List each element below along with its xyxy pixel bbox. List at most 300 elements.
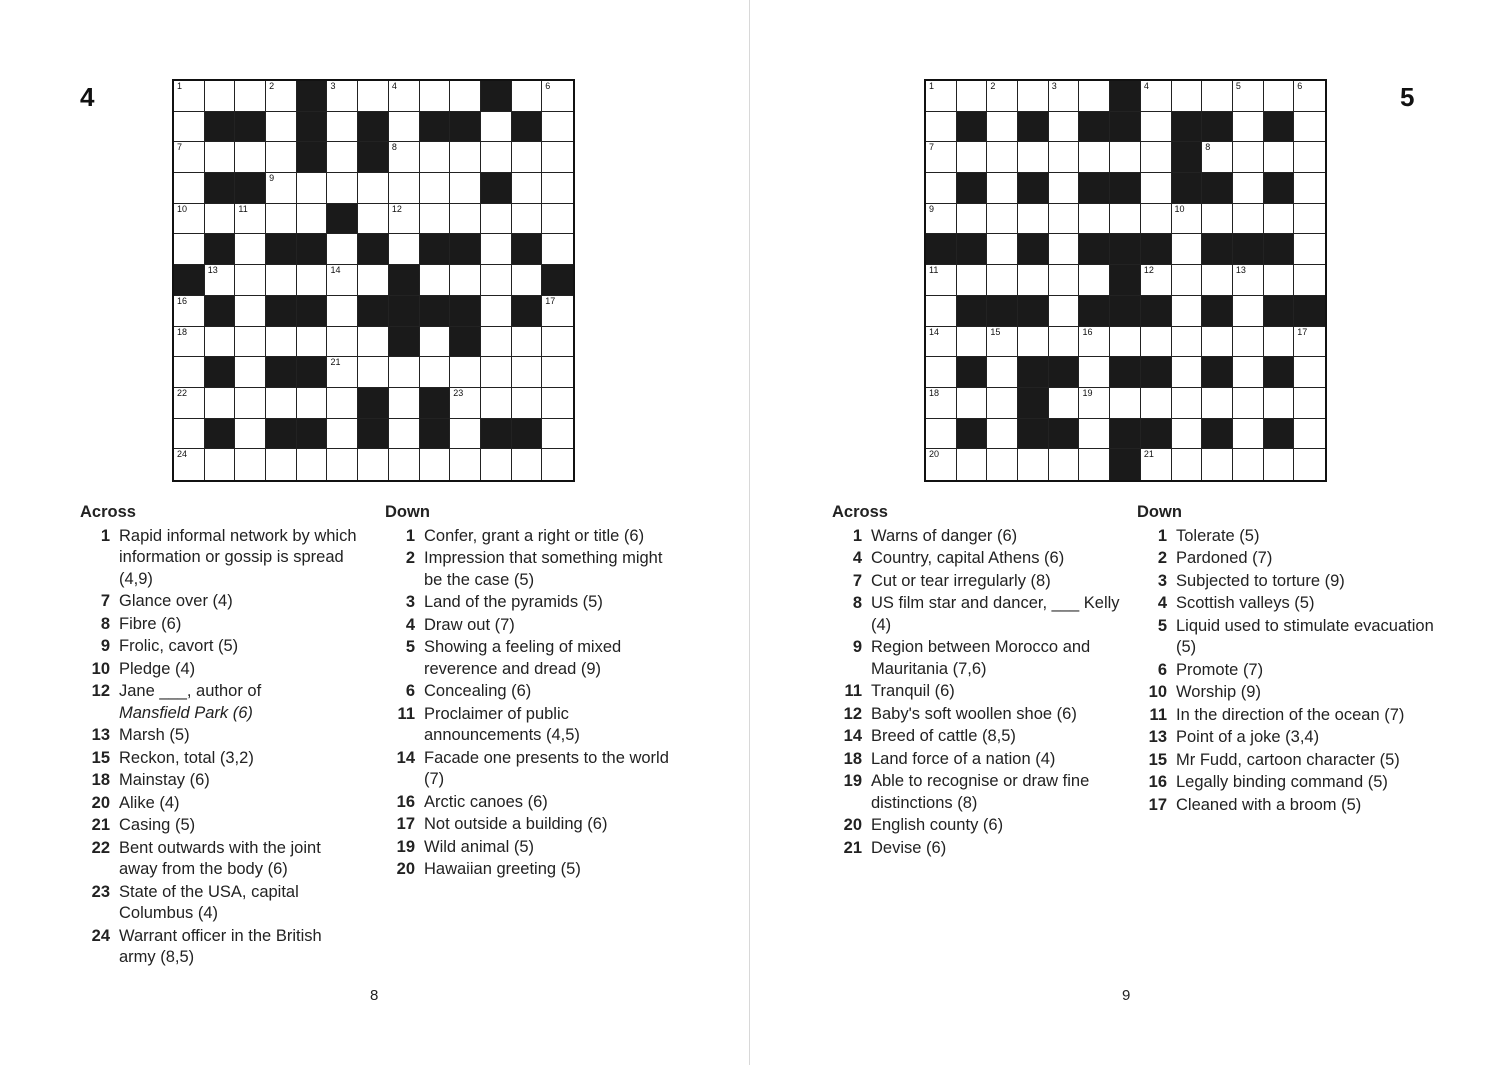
grid-cell[interactable]	[235, 419, 266, 450]
grid-cell[interactable]	[1233, 296, 1264, 327]
grid-cell[interactable]	[1172, 419, 1203, 450]
grid-cell[interactable]	[926, 357, 957, 388]
grid-cell[interactable]	[512, 265, 543, 296]
black-square	[1141, 296, 1172, 327]
grid-cell[interactable]	[481, 296, 512, 327]
grid-cell[interactable]	[420, 142, 451, 173]
clue-number: 2	[269, 81, 275, 91]
black-square	[205, 419, 236, 450]
grid-cell[interactable]	[1110, 142, 1141, 173]
grid-cell[interactable]	[926, 296, 957, 327]
grid-cell[interactable]	[957, 81, 988, 112]
grid-cell[interactable]	[1264, 327, 1295, 358]
grid-cell[interactable]	[205, 142, 236, 173]
grid-cell[interactable]	[1018, 81, 1049, 112]
grid-cell[interactable]	[542, 173, 573, 204]
grid-cell[interactable]	[987, 388, 1018, 419]
grid-cell[interactable]	[205, 388, 236, 419]
grid-cell[interactable]	[174, 173, 205, 204]
clue-text: Able to recognise or draw fine distinctions (8)	[871, 772, 1090, 812]
grid-cell[interactable]	[1294, 81, 1325, 112]
grid-cell[interactable]	[235, 327, 266, 358]
grid-cell[interactable]	[235, 388, 266, 419]
grid-cell[interactable]	[1233, 265, 1264, 296]
grid-cell[interactable]	[1233, 419, 1264, 450]
grid-cell[interactable]	[542, 327, 573, 358]
grid-cell[interactable]	[389, 204, 420, 235]
black-square	[1110, 265, 1141, 296]
grid-cell[interactable]	[1202, 327, 1233, 358]
grid-cell[interactable]	[1294, 357, 1325, 388]
grid-cell[interactable]	[1049, 388, 1080, 419]
grid-cell[interactable]	[481, 265, 512, 296]
grid-cell[interactable]	[327, 81, 358, 112]
grid-cell[interactable]	[327, 327, 358, 358]
grid-cell[interactable]	[1172, 327, 1203, 358]
across-clue	[832, 815, 1122, 837]
black-square	[389, 265, 420, 296]
grid-cell[interactable]	[1079, 388, 1110, 419]
grid-cell[interactable]	[1294, 142, 1325, 173]
grid-cell[interactable]	[512, 173, 543, 204]
grid-cell[interactable]	[512, 388, 543, 419]
grid-cell[interactable]	[542, 357, 573, 388]
grid-cell[interactable]	[235, 449, 266, 480]
grid-cell[interactable]	[1049, 327, 1080, 358]
grid-cell[interactable]	[1049, 265, 1080, 296]
grid-cell[interactable]	[1079, 142, 1110, 173]
grid-cell[interactable]	[1294, 173, 1325, 204]
grid-cell[interactable]	[174, 296, 205, 327]
across-clues	[80, 502, 360, 970]
grid-cell[interactable]	[420, 327, 451, 358]
grid-cell[interactable]	[987, 234, 1018, 265]
grid-cell[interactable]	[542, 449, 573, 480]
black-square	[957, 112, 988, 143]
black-square	[1233, 234, 1264, 265]
grid-cell[interactable]	[327, 449, 358, 480]
grid-cell[interactable]	[235, 296, 266, 327]
across-clue	[80, 659, 360, 681]
grid-cell[interactable]	[420, 265, 451, 296]
black-square	[1141, 234, 1172, 265]
grid-cell[interactable]	[389, 142, 420, 173]
grid-cell[interactable]	[450, 388, 481, 419]
grid-cell[interactable]	[1141, 204, 1172, 235]
grid-cell[interactable]	[266, 327, 297, 358]
grid-cell[interactable]	[1049, 296, 1080, 327]
grid-cell[interactable]	[205, 81, 236, 112]
grid-cell[interactable]	[297, 449, 328, 480]
grid-cell[interactable]	[327, 142, 358, 173]
grid-cell[interactable]	[389, 112, 420, 143]
clue-number: 4	[391, 81, 397, 91]
grid-cell[interactable]	[389, 81, 420, 112]
grid-cell[interactable]	[512, 204, 543, 235]
grid-cell[interactable]	[1049, 204, 1080, 235]
grid-cell[interactable]	[1233, 81, 1264, 112]
grid-cell[interactable]	[389, 449, 420, 480]
grid-cell[interactable]	[450, 142, 481, 173]
grid-cell[interactable]	[174, 357, 205, 388]
grid-cell[interactable]	[358, 449, 389, 480]
grid-cell[interactable]	[327, 419, 358, 450]
grid-cell[interactable]	[542, 142, 573, 173]
grid-cell[interactable]	[450, 449, 481, 480]
grid-cell[interactable]	[1141, 81, 1172, 112]
grid-cell[interactable]	[542, 296, 573, 327]
grid-cell[interactable]	[420, 449, 451, 480]
grid-cell[interactable]	[1264, 204, 1295, 235]
grid-cell[interactable]	[174, 234, 205, 265]
grid-cell[interactable]	[1202, 388, 1233, 419]
grid-cell[interactable]	[266, 449, 297, 480]
grid-cell[interactable]	[926, 81, 957, 112]
black-square	[420, 388, 451, 419]
clue-number: 9	[929, 203, 935, 214]
grid-cell[interactable]	[450, 419, 481, 450]
grid-cell[interactable]	[266, 204, 297, 235]
across-clue	[80, 636, 360, 658]
clue-text: Warrant officer in the British army (8,5)	[119, 926, 322, 966]
black-square	[1018, 419, 1049, 450]
grid-cell[interactable]	[174, 419, 205, 450]
grid-cell[interactable]	[1079, 204, 1110, 235]
grid-cell[interactable]	[205, 265, 236, 296]
grid-cell[interactable]	[358, 173, 389, 204]
grid-cell[interactable]	[987, 449, 1018, 480]
grid-cell[interactable]	[987, 327, 1018, 358]
clue-text: Cut or tear irregularly (8)	[871, 571, 1051, 590]
grid-cell[interactable]	[1110, 327, 1141, 358]
grid-cell[interactable]	[266, 388, 297, 419]
grid-cell[interactable]	[205, 204, 236, 235]
grid-cell[interactable]	[1264, 449, 1295, 480]
grid-cell[interactable]	[1049, 173, 1080, 204]
grid-cell[interactable]	[542, 419, 573, 450]
grid-cell[interactable]	[205, 449, 236, 480]
grid-cell[interactable]	[1233, 173, 1264, 204]
grid-cell[interactable]	[1202, 204, 1233, 235]
grid-cell[interactable]	[542, 81, 573, 112]
grid-cell[interactable]	[542, 112, 573, 143]
grid-cell[interactable]	[926, 265, 957, 296]
down-clue	[1137, 616, 1437, 659]
grid-cell[interactable]	[1018, 449, 1049, 480]
grid-cell[interactable]	[1294, 388, 1325, 419]
grid-cell[interactable]	[1264, 81, 1295, 112]
grid-cell[interactable]	[389, 357, 420, 388]
grid-cell[interactable]	[174, 449, 205, 480]
grid-cell[interactable]	[1233, 204, 1264, 235]
grid-cell[interactable]	[1172, 234, 1203, 265]
grid-cell[interactable]	[926, 327, 957, 358]
grid-cell[interactable]	[266, 265, 297, 296]
clue-number: 24	[177, 449, 188, 460]
grid-cell[interactable]	[1264, 388, 1295, 419]
grid-cell[interactable]	[174, 142, 205, 173]
grid-cell[interactable]	[1233, 357, 1264, 388]
grid-cell[interactable]	[926, 112, 957, 143]
grid-cell[interactable]	[235, 204, 266, 235]
down-clues	[1137, 502, 1437, 817]
grid-cell[interactable]	[1079, 449, 1110, 480]
grid-cell[interactable]	[1079, 327, 1110, 358]
grid-cell[interactable]	[450, 204, 481, 235]
grid-cell[interactable]	[174, 204, 205, 235]
grid-cell[interactable]	[1018, 204, 1049, 235]
grid-cell[interactable]	[297, 388, 328, 419]
clue-num: 21	[91, 816, 110, 834]
grid-cell[interactable]	[235, 357, 266, 388]
grid-cell[interactable]	[1079, 419, 1110, 450]
grid-cell[interactable]	[926, 388, 957, 419]
grid-cell[interactable]	[481, 142, 512, 173]
grid-cell[interactable]	[481, 234, 512, 265]
black-square	[1110, 419, 1141, 450]
grid-cell[interactable]	[926, 449, 957, 480]
grid-cell[interactable]	[174, 388, 205, 419]
clue-num: 3	[405, 593, 415, 611]
clue-number: 10	[177, 203, 188, 214]
grid-cell[interactable]	[481, 327, 512, 358]
across-clue	[832, 771, 1122, 814]
grid-cell[interactable]	[235, 142, 266, 173]
grid-cell[interactable]	[1172, 265, 1203, 296]
grid-cell[interactable]	[1233, 449, 1264, 480]
grid-cell[interactable]	[957, 449, 988, 480]
clue-number: 3	[1051, 81, 1057, 91]
grid-cell[interactable]	[235, 265, 266, 296]
grid-cell[interactable]	[926, 173, 957, 204]
grid-cell[interactable]	[1141, 112, 1172, 143]
grid-cell[interactable]	[987, 81, 1018, 112]
grid-cell[interactable]	[1141, 327, 1172, 358]
clue-num: 18	[91, 771, 110, 789]
black-square	[1264, 357, 1295, 388]
grid-cell[interactable]	[957, 327, 988, 358]
grid-cell[interactable]	[1049, 142, 1080, 173]
grid-cell[interactable]	[481, 449, 512, 480]
grid-cell[interactable]	[389, 234, 420, 265]
grid-cell[interactable]	[1079, 357, 1110, 388]
black-square	[235, 112, 266, 143]
grid-cell[interactable]	[987, 142, 1018, 173]
grid-cell[interactable]	[327, 296, 358, 327]
grid-cell[interactable]	[1294, 112, 1325, 143]
grid-cell[interactable]	[512, 357, 543, 388]
down-clue	[1137, 795, 1437, 817]
down-clue	[385, 748, 685, 791]
grid-cell[interactable]	[358, 81, 389, 112]
grid-cell[interactable]	[1233, 388, 1264, 419]
grid-cell[interactable]	[1049, 81, 1080, 112]
black-square	[358, 419, 389, 450]
black-square	[957, 296, 988, 327]
grid-cell[interactable]	[297, 173, 328, 204]
grid-cell[interactable]	[1141, 265, 1172, 296]
black-square	[358, 388, 389, 419]
clue-number: 19	[1082, 387, 1093, 398]
grid-cell[interactable]	[1141, 449, 1172, 480]
black-square	[1018, 296, 1049, 327]
grid-cell[interactable]	[1202, 265, 1233, 296]
grid-cell[interactable]	[957, 265, 988, 296]
grid-cell[interactable]	[1172, 204, 1203, 235]
grid-cell[interactable]	[1049, 234, 1080, 265]
grid-cell[interactable]	[1018, 327, 1049, 358]
grid-cell[interactable]	[1294, 327, 1325, 358]
grid-cell[interactable]	[542, 234, 573, 265]
grid-cell[interactable]	[512, 327, 543, 358]
grid-cell[interactable]	[327, 173, 358, 204]
grid-cell[interactable]	[358, 265, 389, 296]
grid-cell[interactable]	[481, 112, 512, 143]
grid-cell[interactable]	[450, 265, 481, 296]
grid-cell[interactable]	[327, 112, 358, 143]
grid-cell[interactable]	[957, 142, 988, 173]
grid-cell[interactable]	[297, 204, 328, 235]
grid-cell[interactable]	[327, 265, 358, 296]
grid-cell[interactable]	[1141, 388, 1172, 419]
grid-cell[interactable]	[327, 388, 358, 419]
down-clue	[1137, 727, 1437, 749]
black-square	[1264, 234, 1295, 265]
grid-cell[interactable]	[1264, 265, 1295, 296]
grid-cell[interactable]	[389, 388, 420, 419]
grid-cell[interactable]	[174, 112, 205, 143]
grid-cell[interactable]	[450, 81, 481, 112]
grid-cell[interactable]	[420, 173, 451, 204]
grid-cell[interactable]	[1110, 388, 1141, 419]
grid-cell[interactable]	[1049, 449, 1080, 480]
down-clue	[1137, 571, 1437, 593]
grid-cell[interactable]	[327, 234, 358, 265]
grid-cell[interactable]	[389, 419, 420, 450]
grid-cell[interactable]	[1172, 449, 1203, 480]
grid-cell[interactable]	[1294, 449, 1325, 480]
grid-cell[interactable]	[1141, 142, 1172, 173]
black-square	[235, 173, 266, 204]
clue-number: 17	[1297, 326, 1308, 337]
grid-cell[interactable]	[1172, 357, 1203, 388]
across-clue	[80, 793, 360, 815]
grid-cell[interactable]	[1294, 419, 1325, 450]
grid-cell[interactable]	[926, 142, 957, 173]
grid-cell[interactable]	[512, 142, 543, 173]
grid-cell[interactable]	[358, 357, 389, 388]
grid-cell[interactable]	[957, 388, 988, 419]
grid-cell[interactable]	[174, 81, 205, 112]
grid-cell[interactable]	[1294, 204, 1325, 235]
across-clue	[832, 704, 1122, 726]
grid-cell[interactable]	[297, 327, 328, 358]
black-square	[1294, 296, 1325, 327]
grid-cell[interactable]	[1202, 449, 1233, 480]
grid-cell[interactable]	[926, 419, 957, 450]
grid-cell[interactable]	[1294, 234, 1325, 265]
grid-cell[interactable]	[542, 388, 573, 419]
grid-cell[interactable]	[987, 357, 1018, 388]
grid-cell[interactable]	[1018, 265, 1049, 296]
black-square	[481, 173, 512, 204]
black-square	[1172, 142, 1203, 173]
down-clue	[385, 859, 685, 881]
grid-cell[interactable]	[1049, 112, 1080, 143]
clue-number: 8	[391, 142, 397, 153]
grid-cell[interactable]	[450, 173, 481, 204]
grid-cell[interactable]	[1233, 142, 1264, 173]
grid-cell[interactable]	[987, 265, 1018, 296]
grid-cell[interactable]	[266, 81, 297, 112]
grid-cell[interactable]	[512, 449, 543, 480]
grid-cell[interactable]	[987, 112, 1018, 143]
grid-cell[interactable]	[358, 204, 389, 235]
grid-cell[interactable]	[235, 234, 266, 265]
grid-cell[interactable]	[420, 81, 451, 112]
grid-cell[interactable]	[1172, 81, 1203, 112]
grid-cell[interactable]	[235, 81, 266, 112]
black-square	[205, 112, 236, 143]
grid-cell[interactable]	[389, 173, 420, 204]
clue-num: 12	[843, 704, 862, 723]
grid-cell[interactable]	[481, 388, 512, 419]
grid-cell[interactable]	[481, 204, 512, 235]
grid-cell[interactable]	[987, 204, 1018, 235]
black-square	[987, 296, 1018, 327]
clue-text: Alike (4)	[119, 793, 180, 812]
grid-cell[interactable]	[957, 204, 988, 235]
grid-cell[interactable]	[1264, 142, 1295, 173]
grid-cell[interactable]	[266, 112, 297, 143]
grid-cell[interactable]	[481, 357, 512, 388]
grid-cell[interactable]	[266, 173, 297, 204]
grid-cell[interactable]	[542, 204, 573, 235]
grid-cell[interactable]	[1018, 142, 1049, 173]
grid-cell[interactable]	[450, 357, 481, 388]
grid-cell[interactable]	[1172, 388, 1203, 419]
clue-text: Jane ___, author of Mansfield Park (6)	[119, 682, 262, 722]
grid-cell[interactable]	[174, 327, 205, 358]
grid-cell[interactable]	[1233, 112, 1264, 143]
grid-cell[interactable]	[1202, 81, 1233, 112]
grid-cell[interactable]	[987, 419, 1018, 450]
grid-cell[interactable]	[420, 204, 451, 235]
grid-cell[interactable]	[420, 357, 451, 388]
clue-text: Not outside a building (6)	[424, 815, 608, 833]
grid-cell[interactable]	[1079, 265, 1110, 296]
across-clue	[832, 681, 1122, 703]
grid-cell[interactable]	[205, 327, 236, 358]
black-square	[1110, 357, 1141, 388]
grid-cell[interactable]	[1202, 142, 1233, 173]
clue-text: Proclaimer of public announcements (4,5)	[424, 704, 580, 744]
grid-cell[interactable]	[1079, 81, 1110, 112]
grid-cell[interactable]	[1172, 296, 1203, 327]
grid-cell[interactable]	[512, 81, 543, 112]
grid-cell[interactable]	[327, 357, 358, 388]
grid-cell[interactable]	[358, 327, 389, 358]
grid-cell[interactable]	[297, 265, 328, 296]
grid-cell[interactable]	[1233, 327, 1264, 358]
grid-cell[interactable]	[1141, 173, 1172, 204]
black-square	[327, 204, 358, 235]
grid-cell[interactable]	[987, 173, 1018, 204]
grid-cell[interactable]	[926, 204, 957, 235]
grid-cell[interactable]	[1294, 265, 1325, 296]
grid-cell[interactable]	[266, 142, 297, 173]
grid-cell[interactable]	[1110, 204, 1141, 235]
